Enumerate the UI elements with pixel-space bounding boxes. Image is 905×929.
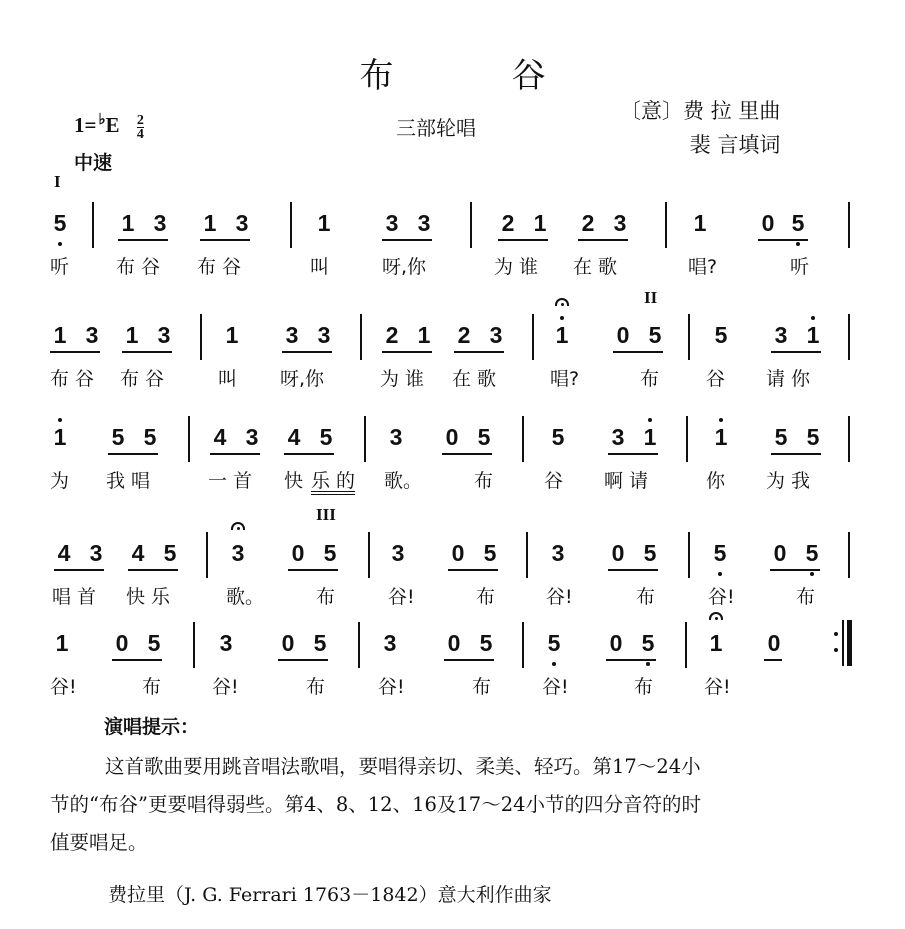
barline — [360, 314, 362, 360]
tempo-marking: 中速 — [74, 152, 113, 174]
note-digit: 3 — [613, 210, 627, 236]
eighth-note-beam — [200, 239, 250, 241]
lyric-syllable: 谷! — [378, 676, 405, 698]
composer-credit: 〔意〕费 拉 里曲 — [620, 99, 781, 123]
lyric-syllable: 叫 — [218, 368, 238, 390]
note-digit: 2 — [581, 210, 595, 236]
note-digit: 5 — [313, 630, 327, 656]
note — [760, 210, 776, 237]
lyric-syllable: 乐 的 — [311, 470, 356, 492]
note-digit: 5 — [53, 210, 67, 236]
lyric-syllable: 快 乐 — [126, 586, 171, 608]
lyric-syllable: 谷! — [388, 586, 415, 608]
note — [456, 322, 472, 349]
note-digit: 3 — [383, 630, 397, 656]
note — [316, 210, 332, 237]
eighth-note-beam — [770, 569, 820, 571]
note — [84, 322, 100, 349]
note — [450, 540, 466, 567]
note — [708, 630, 724, 657]
note — [444, 424, 460, 451]
note-digit: 3 — [417, 210, 431, 236]
note-digit: 5 — [791, 210, 805, 236]
note — [146, 630, 162, 657]
note-digit: 2 — [385, 322, 399, 348]
lyric-syllable: 布 谷 — [50, 368, 95, 390]
note-digit: 1 — [225, 322, 239, 348]
barline — [193, 622, 195, 668]
eighth-note-beam — [382, 351, 432, 353]
barline — [188, 416, 190, 462]
lyric-syllable: 布 — [634, 676, 654, 698]
lyric-syllable: 歌。 — [384, 470, 423, 492]
eighth-note-beam — [278, 659, 328, 661]
note — [550, 540, 566, 567]
note — [244, 424, 260, 451]
lyric-syllable: 布 — [472, 676, 492, 698]
note-digit: 0 — [616, 322, 630, 348]
note — [773, 322, 789, 349]
note — [482, 540, 498, 567]
note — [608, 630, 624, 657]
note-digit: 1 — [53, 322, 67, 348]
note — [612, 210, 628, 237]
note-digit: 0 — [767, 630, 781, 656]
note-digit: 5 — [163, 540, 177, 566]
low-octave-dot-icon — [810, 572, 814, 576]
eighth-note-beam — [608, 453, 658, 455]
note — [388, 424, 404, 451]
lyric-syllable: 布 — [640, 368, 660, 390]
note — [286, 424, 302, 451]
barline — [206, 532, 208, 578]
note — [416, 210, 432, 237]
note — [218, 630, 234, 657]
lyric-syllable: 谷! — [704, 676, 731, 698]
performance-style: 三部轮唱 — [396, 116, 476, 140]
note — [54, 630, 70, 657]
note — [692, 210, 708, 237]
note — [713, 424, 729, 451]
note-digit: 5 — [641, 630, 655, 656]
eighth-note-beam — [122, 351, 172, 353]
note — [156, 322, 172, 349]
note — [88, 540, 104, 567]
barline — [532, 314, 534, 360]
note — [152, 210, 168, 237]
note — [546, 630, 562, 657]
eighth-note-beam — [613, 351, 663, 353]
note — [316, 322, 332, 349]
note-digit: 3 — [551, 540, 565, 566]
note-digit: 1 — [203, 210, 217, 236]
lyric-syllable: 一 首 — [208, 470, 253, 492]
lyric-syllable: 请 你 — [766, 368, 811, 390]
note-digit: 3 — [153, 210, 167, 236]
note — [772, 540, 788, 567]
note — [384, 322, 400, 349]
lyric-syllable: 谷 — [544, 470, 564, 492]
note — [488, 322, 504, 349]
note-digit: 3 — [489, 322, 503, 348]
note-digit: 3 — [235, 210, 249, 236]
eighth-note-beam — [442, 453, 492, 455]
lyric-syllable: 为 谁 — [380, 368, 425, 390]
note-digit: 0 — [609, 630, 623, 656]
eighth-note-beam — [498, 239, 548, 241]
lyric-syllable: 布 谷 — [120, 368, 165, 390]
note-digit: 5 — [713, 540, 727, 566]
note — [130, 540, 146, 567]
barline — [848, 202, 850, 248]
lyric-syllable: 你 — [706, 470, 726, 492]
high-octave-dot-icon — [58, 418, 62, 422]
notes-line-3: 值要唱足。 — [50, 831, 148, 854]
high-octave-dot-icon — [648, 418, 652, 422]
note — [500, 210, 516, 237]
lyric-syllable: 布 — [142, 676, 162, 698]
note — [56, 540, 72, 567]
note — [805, 322, 821, 349]
note — [642, 540, 658, 567]
note-digit: 3 — [245, 424, 259, 450]
note-digit: 0 — [611, 540, 625, 566]
note — [52, 424, 68, 451]
note-digit: 1 — [121, 210, 135, 236]
note — [384, 210, 400, 237]
note — [230, 540, 246, 567]
note — [713, 322, 729, 349]
lyric-syllable: 唱 首 — [52, 586, 97, 608]
note-digit: 1 — [643, 424, 657, 450]
note-digit: 3 — [219, 630, 233, 656]
low-octave-dot-icon — [646, 662, 650, 666]
lyric-syllable: 谷! — [546, 586, 573, 608]
lyric-syllable: 布 谷 — [116, 256, 161, 278]
note — [52, 322, 68, 349]
note-digit: 0 — [451, 540, 465, 566]
note — [615, 322, 631, 349]
eighth-note-beam — [444, 659, 494, 661]
note-digit: 5 — [648, 322, 662, 348]
lyric-syllable: 听 — [790, 256, 810, 278]
note-digit: 5 — [323, 540, 337, 566]
low-octave-dot-icon — [718, 572, 722, 576]
note — [382, 630, 398, 657]
note-digit: 3 — [157, 322, 171, 348]
composer-bio-cutoff: 费拉里（J. G. Ferrari 1763－1842）意大利作曲家 — [108, 884, 552, 906]
note-digit: 1 — [125, 322, 139, 348]
lyric-syllable: 为 — [50, 470, 70, 492]
lyric-syllable: 叫 — [310, 256, 330, 278]
note-digit: 3 — [317, 322, 331, 348]
barline — [686, 416, 688, 462]
eighth-note-beam — [282, 351, 332, 353]
note-digit: 5 — [147, 630, 161, 656]
note-digit: 1 — [709, 630, 723, 656]
note — [610, 424, 626, 451]
note-digit: 0 — [761, 210, 775, 236]
note-digit: 4 — [57, 540, 71, 566]
key-prefix: 1= — [74, 113, 97, 137]
note — [322, 540, 338, 567]
part-marker-3: III — [316, 505, 336, 524]
note — [162, 540, 178, 567]
lyric-syllable: 谷! — [212, 676, 239, 698]
part-marker-1: I — [54, 172, 61, 191]
note-digit: 0 — [115, 630, 129, 656]
eighth-note-beam — [108, 453, 158, 455]
eighth-note-beam — [288, 569, 338, 571]
note — [212, 424, 228, 451]
note-digit: 1 — [693, 210, 707, 236]
lyric-syllable: 在 歌 — [573, 256, 618, 278]
note — [647, 322, 663, 349]
note-digit: 1 — [53, 424, 67, 450]
note — [110, 424, 126, 451]
note — [478, 630, 494, 657]
flat-sign-icon: ♭ — [98, 112, 106, 128]
note — [804, 540, 820, 567]
lyric-syllable: 谷! — [542, 676, 569, 698]
high-octave-dot-icon — [719, 418, 723, 422]
barline — [364, 416, 366, 462]
note-digit: 1 — [533, 210, 547, 236]
performance-notes-heading: 演唱提示： — [104, 716, 200, 738]
time-signature — [136, 112, 144, 142]
eighth-note-beam — [448, 569, 498, 571]
repeat-end-barline — [834, 620, 864, 666]
eighth-note-beam — [764, 659, 782, 661]
note-digit: 2 — [457, 322, 471, 348]
note-digit: 3 — [89, 540, 103, 566]
credits — [620, 94, 780, 162]
note — [554, 322, 570, 349]
note — [550, 424, 566, 451]
song-title: 布谷 — [359, 56, 664, 96]
note-digit: 3 — [611, 424, 625, 450]
lyric-syllable: 布 — [306, 676, 326, 698]
lyric-syllable: 歌。 — [226, 586, 265, 608]
note — [284, 322, 300, 349]
note — [290, 540, 306, 567]
note — [766, 630, 782, 657]
note-digit: 5 — [547, 630, 561, 656]
time-sig-bottom: 4 — [136, 126, 144, 142]
eighth-note-beam — [128, 569, 178, 571]
barline — [848, 314, 850, 360]
note-digit: 3 — [389, 424, 403, 450]
note-digit: 3 — [385, 210, 399, 236]
barline — [848, 532, 850, 578]
notes-line-2: 节的“布谷”更要唱得弱些。第4、8、12、16及17～24小节的四分音符的时 — [50, 793, 702, 816]
time-sig-top: 2 — [136, 112, 144, 128]
barline — [522, 622, 524, 668]
lyric-syllable: 我 唱 — [106, 470, 151, 492]
note — [805, 424, 821, 451]
barline — [522, 416, 524, 462]
note — [224, 322, 240, 349]
high-octave-dot-icon — [811, 316, 815, 320]
fermata-icon — [231, 522, 245, 530]
note-digit: 1 — [317, 210, 331, 236]
high-octave-dot-icon — [560, 316, 564, 320]
note-digit: 5 — [111, 424, 125, 450]
note-digit: 4 — [287, 424, 301, 450]
lyric-syllable: 唱? — [550, 368, 580, 390]
note — [446, 630, 462, 657]
barline — [358, 622, 360, 668]
eighth-note-beam — [771, 351, 821, 353]
note — [202, 210, 218, 237]
lyric-syllable: 布 — [796, 586, 816, 608]
note — [532, 210, 548, 237]
note-digit: 5 — [479, 630, 493, 656]
notes-line-1: 这首歌曲要用跳音唱法歌唱，要唱得亲切、柔美、轻巧。第17～24小 — [105, 755, 701, 778]
note-digit: 5 — [319, 424, 333, 450]
barline — [368, 532, 370, 578]
note — [390, 540, 406, 567]
note-digit: 4 — [213, 424, 227, 450]
note-digit: 0 — [445, 424, 459, 450]
note-digit: 1 — [417, 322, 431, 348]
eighth-note-beam — [382, 239, 432, 241]
eighth-note-beam — [771, 453, 821, 455]
note-digit: 1 — [806, 322, 820, 348]
key-signature — [74, 110, 144, 140]
lyric-syllable: 快 — [284, 470, 304, 492]
lyric-syllable: 布 — [476, 586, 496, 608]
lyric-syllable: 在 歌 — [452, 368, 497, 390]
lyric-syllable: 呀,你 — [382, 256, 427, 278]
note — [416, 322, 432, 349]
note — [610, 540, 626, 567]
barline — [92, 202, 94, 248]
note-digit: 2 — [501, 210, 515, 236]
note-digit: 5 — [714, 322, 728, 348]
barline — [688, 314, 690, 360]
eighth-note-beam — [50, 351, 100, 353]
barline — [200, 314, 202, 360]
low-octave-dot-icon — [58, 242, 62, 246]
lyric-syllable: 唱? — [688, 256, 718, 278]
lyric-syllable: 谷! — [50, 676, 77, 698]
lyric-syllable: 为 我 — [766, 470, 811, 492]
barline — [685, 622, 687, 668]
note — [773, 424, 789, 451]
note-digit: 5 — [643, 540, 657, 566]
eighth-note-beam — [608, 569, 658, 571]
fermata-icon — [555, 298, 569, 306]
barline — [526, 532, 528, 578]
eighth-note-beam — [112, 659, 162, 661]
key-note: E — [105, 113, 120, 137]
note — [640, 630, 656, 657]
note-digit: 1 — [555, 322, 569, 348]
note-digit: 5 — [806, 424, 820, 450]
lyric-syllable: 布 — [636, 586, 656, 608]
lyric-syllable: 听 — [50, 256, 70, 278]
low-octave-dot-icon — [796, 242, 800, 246]
note-digit: 0 — [447, 630, 461, 656]
barline — [848, 416, 850, 462]
note — [124, 322, 140, 349]
note-digit: 5 — [143, 424, 157, 450]
note-digit: 5 — [805, 540, 819, 566]
note — [120, 210, 136, 237]
eighth-note-beam — [54, 569, 104, 571]
note-digit: 0 — [281, 630, 295, 656]
eighth-note-beam — [284, 453, 334, 455]
note — [142, 424, 158, 451]
note — [712, 540, 728, 567]
note-digit: 4 — [131, 540, 145, 566]
barline — [470, 202, 472, 248]
note-digit: 5 — [774, 424, 788, 450]
lyric-syllable: 谷 — [706, 368, 726, 390]
note — [790, 210, 806, 237]
note-digit: 3 — [285, 322, 299, 348]
note — [52, 210, 68, 237]
lyric-syllable: 啊 请 — [604, 470, 649, 492]
note-digit: 0 — [773, 540, 787, 566]
lyric-syllable: 呀,你 — [280, 368, 325, 390]
lyricist-credit: 裴 言填词 — [689, 133, 781, 157]
note-digit: 3 — [774, 322, 788, 348]
lyric-syllable: 布 谷 — [197, 256, 242, 278]
note-digit: 3 — [231, 540, 245, 566]
fermata-icon — [709, 612, 723, 620]
lyric-syllable: 布 — [474, 470, 494, 492]
lyric-syllable: 为 谁 — [494, 256, 539, 278]
note-digit: 3 — [85, 322, 99, 348]
note-digit: 1 — [55, 630, 69, 656]
note — [234, 210, 250, 237]
note — [318, 424, 334, 451]
note-digit: 5 — [551, 424, 565, 450]
eighth-note-beam — [758, 239, 808, 241]
note — [476, 424, 492, 451]
part-marker-2: II — [644, 288, 658, 307]
barline — [665, 202, 667, 248]
note-digit: 5 — [483, 540, 497, 566]
lyric-syllable: 谷! — [708, 586, 735, 608]
eighth-note-beam — [118, 239, 168, 241]
note-digit: 5 — [477, 424, 491, 450]
note-digit: 0 — [291, 540, 305, 566]
eighth-note-beam — [454, 351, 504, 353]
eighth-note-beam — [210, 453, 260, 455]
low-octave-dot-icon — [552, 662, 556, 666]
barline — [688, 532, 690, 578]
performance-notes-text — [50, 748, 810, 862]
note-digit: 1 — [714, 424, 728, 450]
note — [312, 630, 328, 657]
barline — [290, 202, 292, 248]
note — [642, 424, 658, 451]
note — [114, 630, 130, 657]
note-digit: 3 — [391, 540, 405, 566]
note — [580, 210, 596, 237]
eighth-note-beam — [578, 239, 628, 241]
lyric-syllable: 布 — [316, 586, 336, 608]
note — [280, 630, 296, 657]
eighth-note-beam — [606, 659, 656, 661]
